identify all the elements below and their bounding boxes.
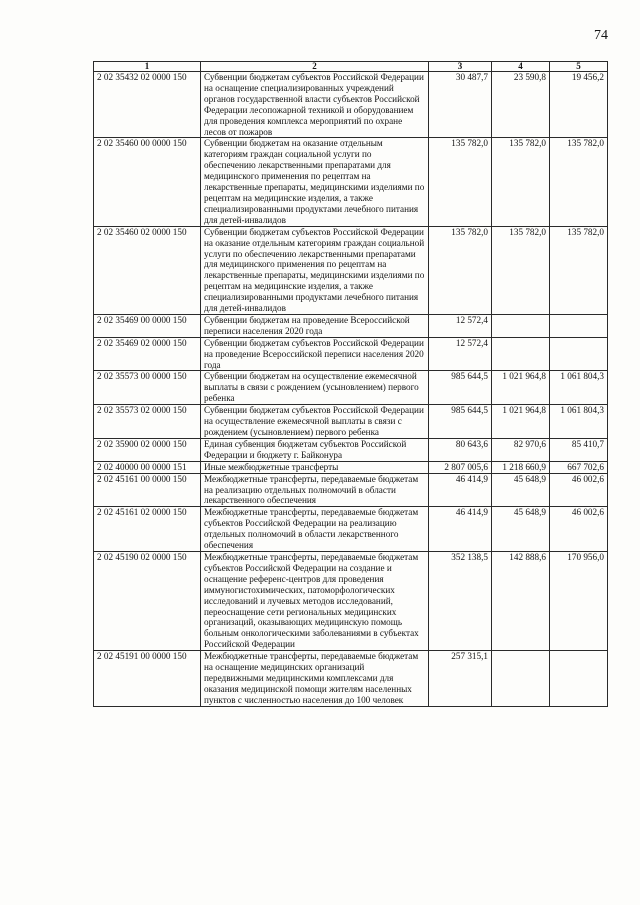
budget-code: 2 02 35900 02 0000 150: [94, 438, 201, 461]
value-col-3: 12 572,4: [429, 314, 492, 337]
value-col-5: [550, 314, 608, 337]
value-col-4: 135 782,0: [492, 226, 550, 314]
budget-code: 2 02 35573 02 0000 150: [94, 405, 201, 439]
table-row: [94, 337, 608, 371]
value-col-3: 80 643,6: [429, 438, 492, 461]
value-col-5: [550, 651, 608, 707]
value-col-4: 45 648,9: [492, 473, 550, 507]
table-row: [94, 226, 608, 314]
page-number: 74: [594, 28, 608, 43]
value-col-4: 135 782,0: [492, 138, 550, 226]
value-col-3: 46 414,9: [429, 473, 492, 507]
budget-code: 2 02 35469 00 0000 150: [94, 314, 201, 337]
value-col-3: 257 315,1: [429, 651, 492, 707]
budget-code: 2 02 45161 02 0000 150: [94, 507, 201, 552]
value-col-5: 170 956,0: [550, 551, 608, 650]
value-col-4: 45 648,9: [492, 507, 550, 552]
value-col-4: [492, 651, 550, 707]
column-header-3: 3: [429, 62, 492, 72]
budget-table: [93, 61, 608, 707]
item-name: Межбюджетные трансферты, передаваемые бюджетам субъектов Российской Федерации на реализацию отдельных полномочий в области лекарственного обеспечения: [201, 507, 429, 552]
item-name: Межбюджетные трансферты, передаваемые бюджетам субъектов Российской Федерации на создание и оснащение референс-центров для проведения иммуногистохимических, патоморфологических исследований и лучевых методов исследований, переоснащение сети региональных медицинских организаций, оказывающих медицинскую помощь больным онкологическими заболеваниями в субъектах Российской Федерации: [201, 551, 429, 650]
value-col-3: 352 138,5: [429, 551, 492, 650]
value-col-5: 19 456,2: [550, 72, 608, 138]
table-row: [94, 507, 608, 552]
item-name: Субвенции бюджетам субъектов Российской Федерации на проведение Всероссийской переписи населения 2020 года: [201, 337, 429, 371]
value-col-4: 1 021 964,8: [492, 405, 550, 439]
value-col-3: 985 644,5: [429, 371, 492, 405]
item-name: Единая субвенция бюджетам субъектов Российской Федерации и бюджету г. Байконура: [201, 438, 429, 461]
table-row: [94, 461, 608, 473]
item-name: Иные межбюджетные трансферты: [201, 461, 429, 473]
value-col-5: 135 782,0: [550, 138, 608, 226]
value-col-4: [492, 314, 550, 337]
value-col-3: 12 572,4: [429, 337, 492, 371]
value-col-5: [550, 337, 608, 371]
budget-code: 2 02 35432 02 0000 150: [94, 72, 201, 138]
table-row: [94, 438, 608, 461]
value-col-3: 985 644,5: [429, 405, 492, 439]
item-name: Субвенции бюджетам субъектов Российской Федерации на осуществление ежемесячной выплаты в связи с рождением (усыновлением) первого ребенка: [201, 405, 429, 439]
value-col-4: 142 888,6: [492, 551, 550, 650]
table-row: [94, 72, 608, 138]
budget-code: 2 02 45161 00 0000 150: [94, 473, 201, 507]
value-col-5: 135 782,0: [550, 226, 608, 314]
value-col-4: 23 590,8: [492, 72, 550, 138]
value-col-5: 667 702,6: [550, 461, 608, 473]
column-header-5: 5: [550, 62, 608, 72]
item-name: Межбюджетные трансферты, передаваемые бюджетам на оснащение медицинских организаций передвижными медицинскими комплексами для оказания медицинской помощи жителям населенных пунктов с численностью населения до 100 человек: [201, 651, 429, 707]
header-row: [94, 62, 608, 72]
budget-code: 2 02 35460 00 0000 150: [94, 138, 201, 226]
value-col-4: 1 218 660,9: [492, 461, 550, 473]
table-row: [94, 551, 608, 650]
budget-code: 2 02 35469 02 0000 150: [94, 337, 201, 371]
value-col-3: 2 807 005,6: [429, 461, 492, 473]
item-name: Субвенции бюджетам субъектов Российской Федерации на оснащение специализированных учреждений органов государственной власти субъектов Российской Федерации лесопожарной техникой и оборудованием для проведения комплекса мероприятий по охране лесов от пожаров: [201, 72, 429, 138]
value-col-3: 46 414,9: [429, 507, 492, 552]
table-row: [94, 138, 608, 226]
value-col-5: 46 002,6: [550, 507, 608, 552]
budget-code: 2 02 45191 00 0000 150: [94, 651, 201, 707]
budget-code: 2 02 45190 02 0000 150: [94, 551, 201, 650]
value-col-4: [492, 337, 550, 371]
value-col-5: 1 061 804,3: [550, 371, 608, 405]
table-row: [94, 314, 608, 337]
table-row: [94, 473, 608, 507]
item-name: Субвенции бюджетам на оказание отдельным категориям граждан социальной услуги по обеспечению лекарственными препаратами для медицинского применения по рецептам на лекарственные препараты, медицинскими изделиями по рецептам на медицинские изделия, а также специализированными продуктами лечебного питания для детей-инвалидов: [201, 138, 429, 226]
budget-code: 2 02 40000 00 0000 151: [94, 461, 201, 473]
value-col-5: 85 410,7: [550, 438, 608, 461]
value-col-3: 135 782,0: [429, 226, 492, 314]
item-name: Межбюджетные трансферты, передаваемые бюджетам на реализацию отдельных полномочий в области лекарственного обеспечения: [201, 473, 429, 507]
table-row: [94, 651, 608, 707]
table-row: [94, 371, 608, 405]
value-col-4: 1 021 964,8: [492, 371, 550, 405]
item-name: Субвенции бюджетам на проведение Всероссийской переписи населения 2020 года: [201, 314, 429, 337]
value-col-3: 30 487,7: [429, 72, 492, 138]
value-col-3: 135 782,0: [429, 138, 492, 226]
value-col-5: 46 002,6: [550, 473, 608, 507]
column-header-4: 4: [492, 62, 550, 72]
table-row: [94, 405, 608, 439]
budget-code: 2 02 35460 02 0000 150: [94, 226, 201, 314]
value-col-4: 82 970,6: [492, 438, 550, 461]
item-name: Субвенции бюджетам на осуществление ежемесячной выплаты в связи с рождением (усыновлением) первого ребенка: [201, 371, 429, 405]
item-name: Субвенции бюджетам субъектов Российской Федерации на оказание отдельным категориям граждан социальной услуги по обеспечению лекарственными препаратами для медицинского применения по рецептам на лекарственные препараты, медицинскими изделиями по рецептам на медицинские изделия, а также специализированными продуктами лечебного питания для детей-инвалидов: [201, 226, 429, 314]
column-header-2: 2: [201, 62, 429, 72]
column-header-1: 1: [94, 62, 201, 72]
value-col-5: 1 061 804,3: [550, 405, 608, 439]
budget-code: 2 02 35573 00 0000 150: [94, 371, 201, 405]
